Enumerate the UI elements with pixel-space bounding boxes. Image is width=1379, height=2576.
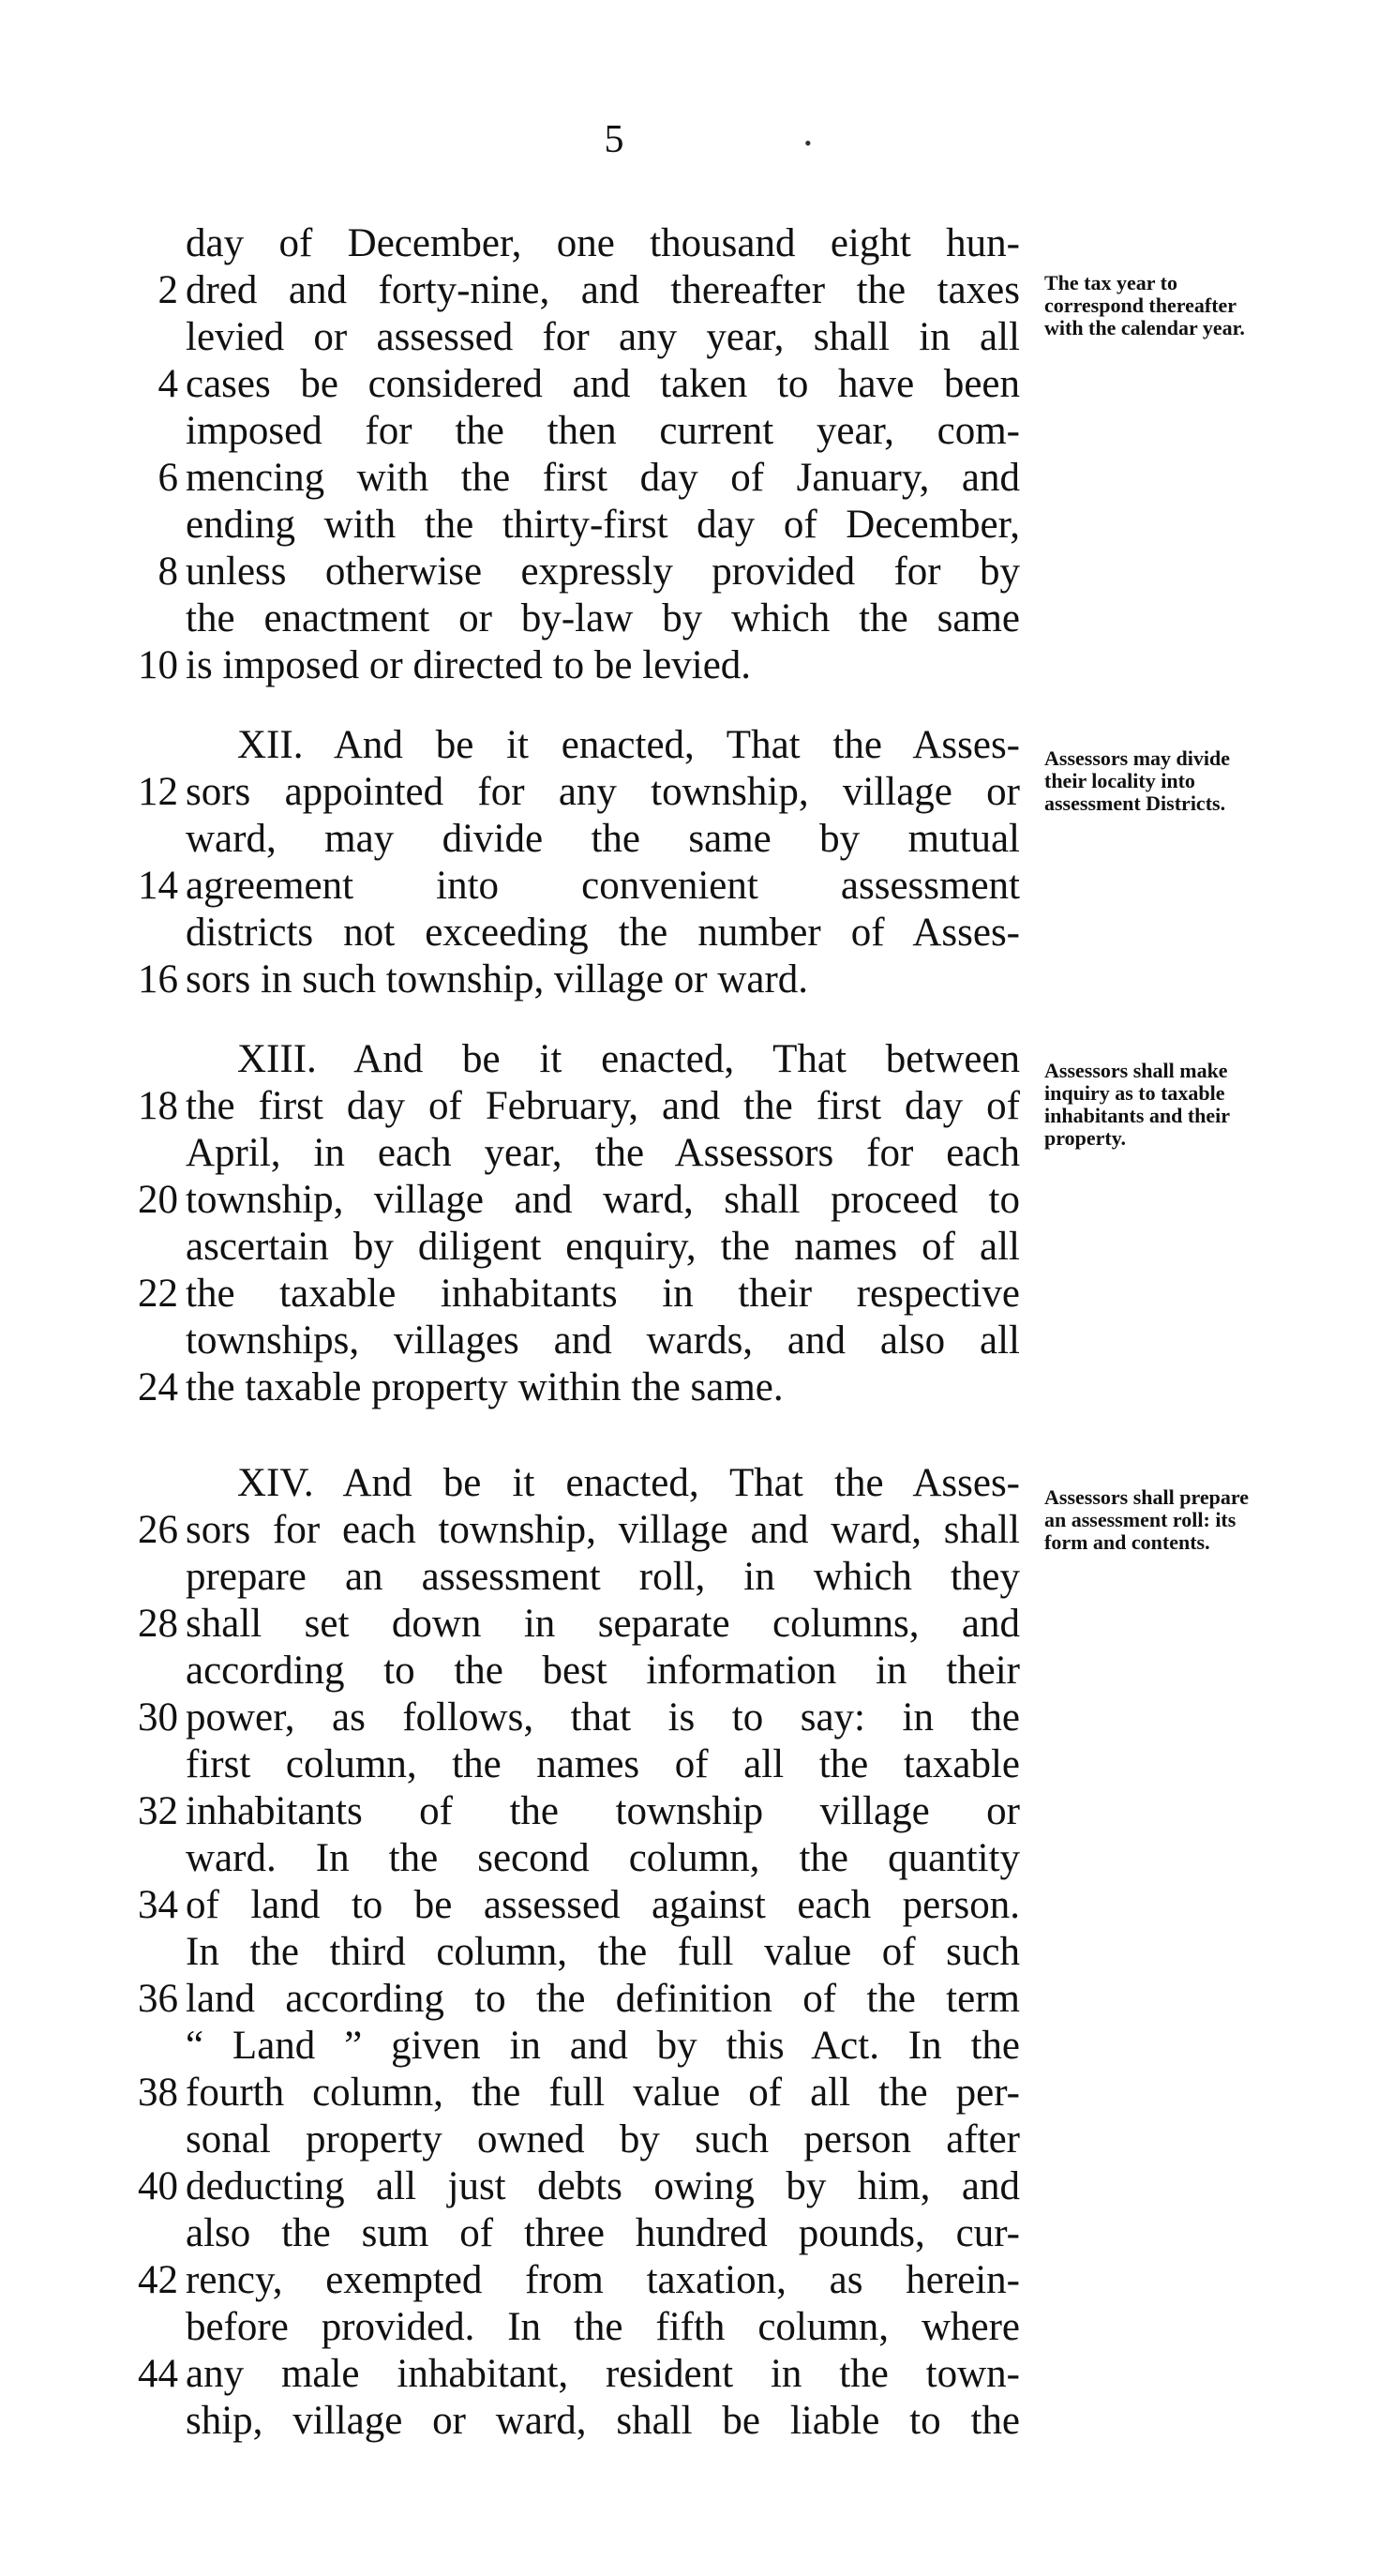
line-text: ending with the thirty-first day of December,: [186, 503, 1020, 547]
print-speck: •: [804, 131, 812, 155]
line-text: township, village and ward, shall proceed to: [186, 1178, 1020, 1222]
text-line: [0, 2257, 1031, 2303]
line-number: 28: [138, 1602, 178, 1646]
text-line: [0, 408, 1031, 454]
line-number: 14: [138, 864, 178, 908]
line-number: 16: [138, 957, 178, 1002]
line-number: 22: [138, 1272, 178, 1316]
text-line: [0, 1788, 1031, 1834]
line-text: also the sum of three hundred pounds, cur-: [186, 2211, 1020, 2255]
line-text: is imposed or directed to be levied.: [186, 643, 752, 687]
line-number: 26: [138, 1508, 178, 1552]
text-line: [0, 957, 1031, 1002]
text-line: [0, 1741, 1031, 1787]
line-text: XIV. And be it enacted, That the Asses-: [237, 1461, 1020, 1505]
text-line: [0, 2117, 1031, 2162]
margin-note: Assessors shall make inquiry as to taxable inhabitants and their property.: [1044, 1059, 1230, 1150]
text-line: [0, 1507, 1031, 1553]
text-line: [0, 910, 1031, 956]
text-line: [0, 1601, 1031, 1647]
line-text: inhabitants of the township village or: [186, 1789, 1020, 1833]
line-text: mencing with the first day of January, and: [186, 456, 1020, 500]
line-text: any male inhabitant, resident in the town-: [186, 2352, 1020, 2396]
line-text: first column, the names of all the taxable: [186, 1742, 1020, 1786]
text-line: [0, 595, 1031, 641]
text-line: [0, 549, 1031, 595]
margin-note: Assessors may divide their locality into assessment Districts.: [1044, 746, 1231, 815]
line-number: 18: [138, 1084, 178, 1128]
text-line: [0, 1318, 1031, 1363]
text-line: [0, 816, 1031, 862]
line-text: the taxable property within the same.: [186, 1365, 784, 1409]
text-line: [0, 769, 1031, 815]
text-line: [0, 2023, 1031, 2069]
line-number: 30: [138, 1695, 178, 1740]
line-text: imposed for the then current year, com-: [186, 409, 1020, 453]
line-text: the enactment or by-law by which the same: [186, 596, 1020, 640]
line-text: “ Land ” given in and by this Act. In the: [186, 2024, 1020, 2068]
text-line: [0, 2351, 1031, 2397]
line-text: the first day of February, and the first day of: [186, 1084, 1020, 1128]
line-number: 2: [157, 268, 178, 312]
text-line: [0, 1835, 1031, 1881]
line-number: 36: [138, 1977, 178, 2021]
line-text: agreement into convenient assessment: [186, 864, 1020, 908]
text-line: [0, 1929, 1031, 1975]
text-line: [0, 1648, 1031, 1694]
line-number: 20: [138, 1178, 178, 1222]
line-number: 4: [157, 362, 178, 406]
line-text: XII. And be it enacted, That the Asses-: [237, 723, 1020, 767]
text-line: [0, 1177, 1031, 1223]
line-number: 34: [138, 1883, 178, 1927]
line-text: rency, exempted from taxation, as herein-: [186, 2258, 1020, 2302]
text-line: [0, 642, 1031, 688]
line-text: according to the best information in their: [186, 1649, 1020, 1693]
line-number: 44: [138, 2352, 178, 2396]
text-line: [0, 2163, 1031, 2209]
line-text: sonal property owned by such person after: [186, 2117, 1020, 2162]
line-text: ship, village or ward, shall be liable to the: [186, 2399, 1020, 2443]
line-text: of land to be assessed against each person.: [186, 1883, 1020, 1927]
line-text: XIII. And be it enacted, That between: [237, 1037, 1020, 1081]
line-text: power, as follows, that is to say: in the: [186, 1695, 1020, 1740]
text-line: [0, 722, 1031, 768]
text-line: [0, 314, 1031, 360]
line-text: sors for each township, village and ward, shall: [186, 1508, 1020, 1552]
line-number: 40: [138, 2164, 178, 2208]
text-line: [0, 1036, 1031, 1082]
line-text: ascertain by diligent enquiry, the names of all: [186, 1225, 1020, 1269]
text-line: [0, 455, 1031, 501]
line-text: unless otherwise expressly provided for by: [186, 550, 1020, 594]
line-text: townships, villages and wards, and also all: [186, 1318, 1020, 1363]
line-text: April, in each year, the Assessors for each: [186, 1131, 1020, 1175]
line-text: ward. In the second column, the quantity: [186, 1836, 1020, 1880]
line-text: ward, may divide the same by mutual: [186, 817, 1020, 861]
margin-note: The tax year to correspond thereafter with the calendar year.: [1044, 271, 1245, 339]
line-number: 6: [157, 456, 178, 500]
text-line: [0, 1695, 1031, 1740]
line-text: deducting all just debts owing by him, and: [186, 2164, 1020, 2208]
text-line: [0, 863, 1031, 909]
line-number: 42: [138, 2258, 178, 2302]
line-text: prepare an assessment roll, in which they: [186, 1555, 1020, 1599]
margin-note: Assessors shall prepare an assessment roll: its form and contents.: [1044, 1485, 1249, 1554]
line-number: 38: [138, 2071, 178, 2115]
line-text: sors in such township, village or ward.: [186, 957, 809, 1002]
line-number: 8: [157, 550, 178, 594]
text-line: [0, 1364, 1031, 1410]
line-text: fourth column, the full value of all the per-: [186, 2071, 1020, 2115]
line-text: cases be considered and taken to have been: [186, 362, 1020, 406]
line-text: the taxable inhabitants in their respective: [186, 1272, 1020, 1316]
text-line: [0, 2304, 1031, 2350]
text-line: [0, 220, 1031, 266]
line-text: shall set down in separate columns, and: [186, 1602, 1020, 1646]
line-number: 24: [138, 1365, 178, 1409]
line-number: 32: [138, 1789, 178, 1833]
line-number: 10: [138, 643, 178, 687]
text-line: [0, 2070, 1031, 2116]
page-number: 5: [604, 118, 624, 161]
line-text: levied or assessed for any year, shall in all: [186, 315, 1020, 359]
line-text: districts not exceeding the number of Asses-: [186, 911, 1020, 955]
line-text: sors appointed for any township, village or: [186, 770, 1020, 814]
text-line: [0, 361, 1031, 407]
text-line: [0, 267, 1031, 313]
line-text: before provided. In the fifth column, where: [186, 2305, 1020, 2349]
text-line: [0, 502, 1031, 548]
text-line: [0, 1554, 1031, 1600]
line-text: land according to the definition of the term: [186, 1977, 1020, 2021]
line-number: 12: [138, 770, 178, 814]
line-text: dred and forty-nine, and thereafter the taxes: [186, 268, 1020, 312]
text-line: [0, 2210, 1031, 2256]
text-line: [0, 1460, 1031, 1506]
text-line: [0, 1083, 1031, 1129]
text-line: [0, 1271, 1031, 1317]
line-text: In the third column, the full value of such: [186, 1930, 1020, 1974]
text-line: [0, 1882, 1031, 1928]
line-text: day of December, one thousand eight hun-: [186, 221, 1020, 265]
text-line: [0, 1130, 1031, 1176]
text-line: [0, 1976, 1031, 2022]
text-line: [0, 2398, 1031, 2444]
text-line: [0, 1224, 1031, 1270]
